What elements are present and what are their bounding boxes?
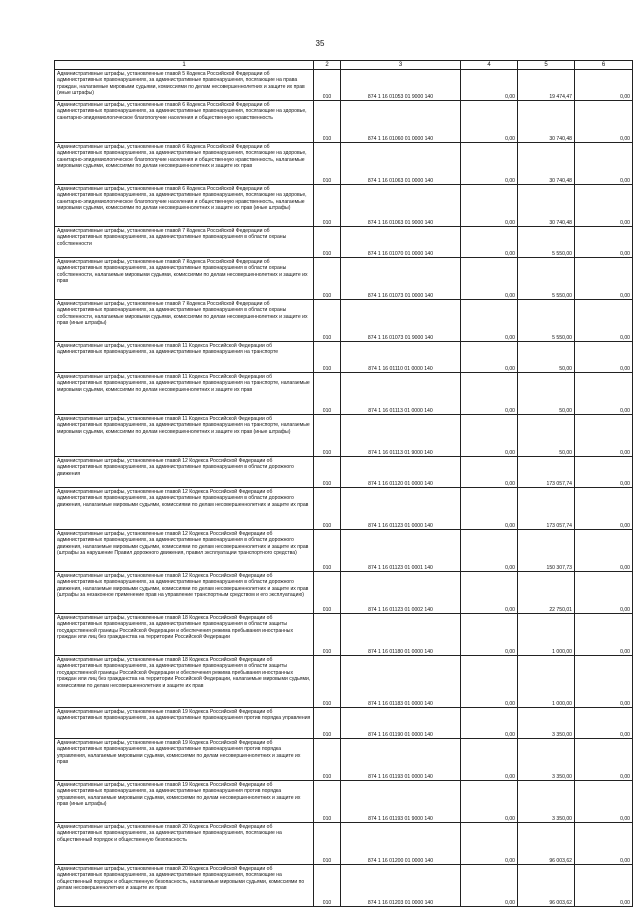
- row-classification-code: 874 1 16 01203 01 0000 140: [341, 865, 461, 907]
- table-row: [55, 572, 633, 614]
- row-amount-col4: 0,00: [461, 781, 518, 823]
- row-description: Административные штрафы, установленные главой 6 Кодекса Российской Федерации об административных правонарушениях, за административные правонарушения, посягающие на здоровье, санитарно-эпидемиологическое благополучие населения и общественную нравственность: [55, 101, 314, 143]
- row-description: Административные штрафы, установленные главой 18 Кодекса Российской Федерации об административных правонарушениях, за административные правонарушения в области защиты государственной границы Российской Федерации и обеспечения режима пребывания иностранных граждан или лиц без гражданства на территории Российской Федерации: [55, 614, 314, 656]
- row-amount-col6: 0,00: [575, 781, 633, 823]
- row-line-code: 010: [314, 572, 341, 614]
- row-amount-col4: 0,00: [461, 656, 518, 708]
- row-description: Административные штрафы, установленные главой 20 Кодекса Российской Федерации об административных правонарушениях, за административные правонарушения, посягающие на общественный порядок и общественную безопасность: [55, 823, 314, 865]
- row-line-code: 010: [314, 823, 341, 865]
- row-line-code: 010: [314, 185, 341, 227]
- table-row: [55, 227, 633, 258]
- row-classification-code: 874 1 16 01193 01 9000 140: [341, 781, 461, 823]
- table-row: [55, 708, 633, 739]
- table-row: [55, 865, 633, 907]
- row-line-code: 010: [314, 614, 341, 656]
- table-header-row: [55, 61, 633, 70]
- row-amount-col4: 0,00: [461, 530, 518, 572]
- row-amount-col6: 0,00: [575, 101, 633, 143]
- table-row: [55, 300, 633, 342]
- row-description: Административные штрафы, установленные главой 12 Кодекса Российской Федерации об административных правонарушениях, за административные правонарушения в области дорожного движения, налагаемые мировыми судьями, комиссиями по делам несовершеннолетних и защите их прав (штрафы за нарушение Правил дорожного движения, правил эксплуатации транспортного средства): [55, 530, 314, 572]
- row-amount-col4: 0,00: [461, 708, 518, 739]
- row-amount-col5: 173 057,74: [518, 488, 575, 530]
- table-row: [55, 143, 633, 185]
- row-classification-code: 874 1 16 01060 01 0000 140: [341, 101, 461, 143]
- row-amount-col6: 0,00: [575, 185, 633, 227]
- column-header: 5: [518, 61, 575, 70]
- row-amount-col6: 0,00: [575, 739, 633, 781]
- row-classification-code: 874 1 16 01200 01 0000 140: [341, 823, 461, 865]
- row-description: Административные штрафы, установленные главой 5 Кодекса Российской Федерации об административных правонарушениях, за административные правонарушения, посягающие на права граждан, налагаемые мировыми судьями, комиссиями по делам несовершеннолетних и защите их прав (иные штрафы): [55, 70, 314, 101]
- column-header: 4: [461, 61, 518, 70]
- row-amount-col5: 5 550,00: [518, 227, 575, 258]
- table-row: [55, 488, 633, 530]
- row-line-code: 010: [314, 101, 341, 143]
- column-header: 3: [341, 61, 461, 70]
- row-amount-col6: 0,00: [575, 572, 633, 614]
- row-line-code: 010: [314, 781, 341, 823]
- row-amount-col4: 0,00: [461, 614, 518, 656]
- row-line-code: 010: [314, 143, 341, 185]
- row-amount-col4: 0,00: [461, 488, 518, 530]
- row-line-code: 010: [314, 457, 341, 488]
- row-description: Административные штрафы, установленные главой 11 Кодекса Российской Федерации об административных правонарушениях, за административные правонарушения на транспорте, налагаемые мировыми судьями, комиссиями по делам несовершеннолетних и защите их прав (иные штрафы): [55, 415, 314, 457]
- row-classification-code: 874 1 16 01110 01 0000 140: [341, 342, 461, 373]
- row-amount-col4: 0,00: [461, 457, 518, 488]
- table-row: [55, 415, 633, 457]
- row-description: Административные штрафы, установленные главой 6 Кодекса Российской Федерации об административных правонарушениях, за административные правонарушения, посягающие на здоровье, санитарно-эпидемиологическое благополучие населения и общественную нравственность, налагаемые мировыми судьями, комиссиями по делам несовершеннолетних и защите их прав: [55, 143, 314, 185]
- row-classification-code: 874 1 16 01113 01 9000 140: [341, 415, 461, 457]
- row-amount-col5: 3 350,00: [518, 708, 575, 739]
- row-description: Административные штрафы, установленные главой 12 Кодекса Российской Федерации об административных правонарушениях, за административные правонарушения в области дорожного движения, налагаемые мировыми судьями, комиссиями по делам несовершеннолетних и защите их прав (штрафы за незаконное применение прав на управление транспортным средством и его эксплуатацию): [55, 572, 314, 614]
- row-amount-col5: 50,00: [518, 415, 575, 457]
- row-line-code: 010: [314, 258, 341, 300]
- row-amount-col4: 0,00: [461, 572, 518, 614]
- row-amount-col6: 0,00: [575, 457, 633, 488]
- row-amount-col4: 0,00: [461, 258, 518, 300]
- row-amount-col4: 0,00: [461, 415, 518, 457]
- row-amount-col6: 0,00: [575, 656, 633, 708]
- row-amount-col6: 0,00: [575, 708, 633, 739]
- row-line-code: 010: [314, 739, 341, 781]
- row-amount-col6: 0,00: [575, 258, 633, 300]
- row-line-code: 010: [314, 70, 341, 101]
- table-row: [55, 101, 633, 143]
- row-amount-col5: 19 474,47: [518, 70, 575, 101]
- row-description: Административные штрафы, установленные главой 12 Кодекса Российской Федерации об административных правонарушениях, за административные правонарушения в области дорожного движения: [55, 457, 314, 488]
- row-line-code: 010: [314, 488, 341, 530]
- page-number: 35: [315, 39, 325, 48]
- table-row: [55, 530, 633, 572]
- row-amount-col6: 0,00: [575, 415, 633, 457]
- row-line-code: 010: [314, 300, 341, 342]
- row-description: Административные штрафы, установленные главой 7 Кодекса Российской Федерации об административных правонарушениях, за административные правонарушения в области охраны собственности, налагаемые мировыми судьями, комиссиями по делам несовершеннолетних и защите их прав (иные штрафы): [55, 300, 314, 342]
- row-classification-code: 874 1 16 01113 01 0000 140: [341, 373, 461, 415]
- row-classification-code: 874 1 16 01123 01 0000 140: [341, 488, 461, 530]
- row-description: Административные штрафы, установленные главой 7 Кодекса Российской Федерации об административных правонарушениях, за административные правонарушения в области охраны собственности, налагаемые мировыми судьями, комиссиями по делам несовершеннолетних и защите их прав: [55, 258, 314, 300]
- row-amount-col5: 150 307,73: [518, 530, 575, 572]
- row-amount-col6: 0,00: [575, 865, 633, 907]
- row-amount-col5: 1 000,00: [518, 656, 575, 708]
- row-amount-col4: 0,00: [461, 185, 518, 227]
- row-line-code: 010: [314, 530, 341, 572]
- row-description: Административные штрафы, установленные главой 18 Кодекса Российской Федерации об административных правонарушениях, за административные правонарушения в области защиты государственной границы Российской Федерации и обеспечения режима пребывания иностранных граждан или лиц без гражданства на территории Российской Федерации, налагаемые мировыми судьями, комиссиями по делам несовершеннолетних и защите их прав: [55, 656, 314, 708]
- row-description: Административные штрафы, установленные главой 7 Кодекса Российской Федерации об административных правонарушениях, за административные правонарушения в области охраны собственности: [55, 227, 314, 258]
- row-description: Административные штрафы, установленные главой 19 Кодекса Российской Федерации об административных правонарушениях, за административные правонарушения против порядка управления, налагаемые мировыми судьями, комиссиями по делам несовершеннолетних и защите их прав: [55, 739, 314, 781]
- row-amount-col6: 0,00: [575, 227, 633, 258]
- row-amount-col6: 0,00: [575, 488, 633, 530]
- row-amount-col6: 0,00: [575, 614, 633, 656]
- row-description: Административные штрафы, установленные главой 20 Кодекса Российской Федерации об административных правонарушениях, за административные правонарушения, посягающие на общественный порядок и общественную безопасность, налагаемые мировыми судьями, комиссиями по делам несовершеннолетних и защите их прав: [55, 865, 314, 907]
- row-classification-code: 874 1 16 01073 01 0000 140: [341, 258, 461, 300]
- row-line-code: 010: [314, 656, 341, 708]
- row-amount-col4: 0,00: [461, 823, 518, 865]
- row-amount-col6: 0,00: [575, 530, 633, 572]
- row-amount-col4: 0,00: [461, 143, 518, 185]
- row-amount-col6: 0,00: [575, 300, 633, 342]
- row-description: Административные штрафы, установленные главой 19 Кодекса Российской Федерации об административных правонарушениях, за административные правонарушения против порядка управления, налагаемые мировыми судьями, комиссиями по делам несовершеннолетних и защите их прав (иные штрафы): [55, 781, 314, 823]
- table-row: [55, 781, 633, 823]
- row-classification-code: 874 1 16 01073 01 9000 140: [341, 300, 461, 342]
- row-amount-col6: 0,00: [575, 342, 633, 373]
- row-line-code: 010: [314, 227, 341, 258]
- row-amount-col4: 0,00: [461, 865, 518, 907]
- column-header: 6: [575, 61, 633, 70]
- table-row: [55, 70, 633, 101]
- row-classification-code: 874 1 16 01180 01 0000 140: [341, 614, 461, 656]
- row-amount-col6: 0,00: [575, 70, 633, 101]
- row-line-code: 010: [314, 708, 341, 739]
- row-amount-col5: 3 350,00: [518, 781, 575, 823]
- row-amount-col5: 5 550,00: [518, 258, 575, 300]
- row-description: Административные штрафы, установленные главой 11 Кодекса Российской Федерации об административных правонарушениях, за административные правонарушения на транспорте, налагаемые мировыми судьями, комиссиями по делам несовершеннолетних и защите их прав: [55, 373, 314, 415]
- row-amount-col5: 50,00: [518, 373, 575, 415]
- table-row: [55, 342, 633, 373]
- table-row: [55, 656, 633, 708]
- row-classification-code: 874 1 16 01120 01 0000 140: [341, 457, 461, 488]
- row-amount-col4: 0,00: [461, 342, 518, 373]
- table-row: [55, 373, 633, 415]
- row-amount-col5: 3 350,00: [518, 739, 575, 781]
- row-amount-col6: 0,00: [575, 373, 633, 415]
- row-description: Административные штрафы, установленные главой 12 Кодекса Российской Федерации об административных правонарушениях, за административные правонарушения в области дорожного движения, налагаемые мировыми судьями, комиссиями по делам несовершеннолетних и защите их прав: [55, 488, 314, 530]
- row-amount-col5: 50,00: [518, 342, 575, 373]
- column-header: 2: [314, 61, 341, 70]
- row-amount-col5: 1 000,00: [518, 614, 575, 656]
- row-classification-code: 874 1 16 01063 01 9000 140: [341, 185, 461, 227]
- row-classification-code: 874 1 16 01070 01 0000 140: [341, 227, 461, 258]
- row-amount-col4: 0,00: [461, 739, 518, 781]
- row-classification-code: 874 1 16 01193 01 0000 140: [341, 739, 461, 781]
- table-row: [55, 823, 633, 865]
- row-amount-col5: 96 003,62: [518, 823, 575, 865]
- row-amount-col4: 0,00: [461, 70, 518, 101]
- row-description: Административные штрафы, установленные главой 11 Кодекса Российской Федерации об административных правонарушениях, за административные правонарушения на транспорте: [55, 342, 314, 373]
- row-line-code: 010: [314, 342, 341, 373]
- table-row: [55, 614, 633, 656]
- row-classification-code: 874 1 16 01190 01 0000 140: [341, 708, 461, 739]
- row-amount-col4: 0,00: [461, 373, 518, 415]
- row-amount-col5: 173 057,74: [518, 457, 575, 488]
- row-amount-col5: 22 750,01: [518, 572, 575, 614]
- row-amount-col5: 30 740,48: [518, 185, 575, 227]
- table-row: [55, 258, 633, 300]
- row-amount-col5: 96 003,62: [518, 865, 575, 907]
- row-classification-code: 874 1 16 01123 01 0001 140: [341, 530, 461, 572]
- row-line-code: 010: [314, 373, 341, 415]
- report-table: [54, 60, 633, 907]
- row-amount-col5: 30 740,48: [518, 101, 575, 143]
- row-classification-code: 874 1 16 01063 01 0000 140: [341, 143, 461, 185]
- row-amount-col5: 5 550,00: [518, 300, 575, 342]
- column-header: 1: [55, 61, 314, 70]
- row-line-code: 010: [314, 415, 341, 457]
- row-amount-col4: 0,00: [461, 101, 518, 143]
- row-amount-col4: 0,00: [461, 300, 518, 342]
- row-amount-col5: 30 740,48: [518, 143, 575, 185]
- row-description: Административные штрафы, установленные главой 6 Кодекса Российской Федерации об административных правонарушениях, за административные правонарушения, посягающие на здоровье, санитарно-эпидемиологическое благополучие населения и общественную нравственность, налагаемые мировыми судьями, комиссиями по делам несовершеннолетних и защите их прав (иные штрафы): [55, 185, 314, 227]
- row-amount-col4: 0,00: [461, 227, 518, 258]
- row-classification-code: 874 1 16 01123 01 0002 140: [341, 572, 461, 614]
- row-classification-code: 874 1 16 01053 01 9000 140: [341, 70, 461, 101]
- table-row: [55, 457, 633, 488]
- row-classification-code: 874 1 16 01183 01 0000 140: [341, 656, 461, 708]
- table-row: [55, 739, 633, 781]
- row-amount-col6: 0,00: [575, 823, 633, 865]
- row-line-code: 010: [314, 865, 341, 907]
- table-row: [55, 185, 633, 227]
- row-description: Административные штрафы, установленные главой 19 Кодекса Российской Федерации об административных правонарушениях, за административные правонарушения против порядка управления: [55, 708, 314, 739]
- row-amount-col6: 0,00: [575, 143, 633, 185]
